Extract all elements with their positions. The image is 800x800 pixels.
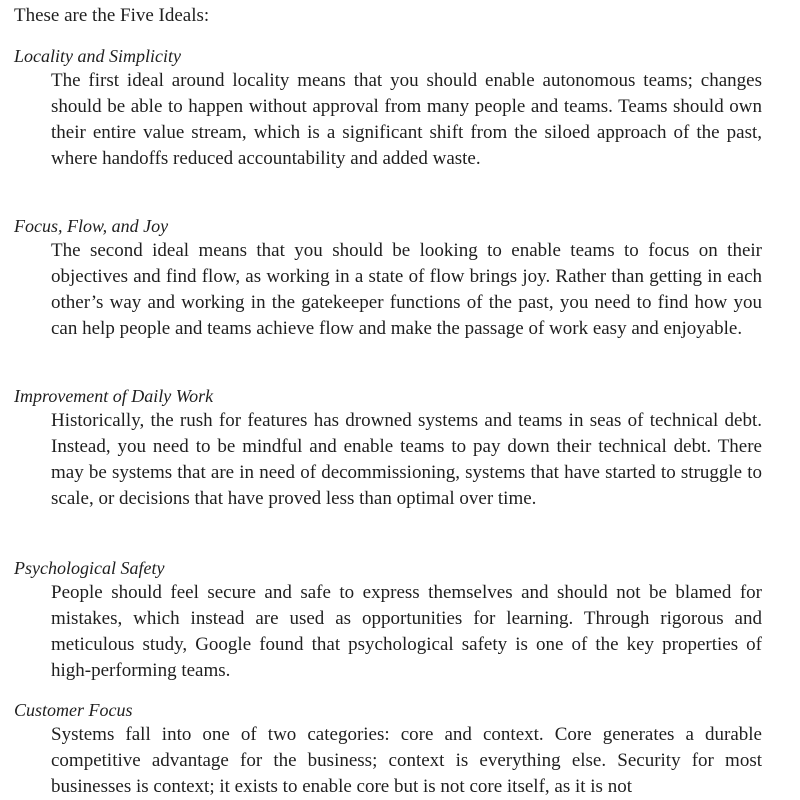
ideal-description: Historically, the rush for features has drowned systems and teams in seas of technical debt. Instead, you need to be mindful and enable teams to pay down their technical debt. There may be systems that are in need of decommissioning, systems that have started to struggle to scale, or decisions that have proved less than optimal over time. — [51, 410, 762, 509]
ideal-description: The second ideal means that you should be looking to enable teams to focus on their objectives and find flow, as working in a state of flow brings joy. Rather than getting in each other’s way and working in the gatekeeper functions of the past, you need to find how you can help people and teams achieve flow and make the passage of work easy and enjoyable. — [51, 240, 762, 339]
ideal-title: Improvement of Daily Work — [14, 386, 214, 406]
ideal-description: The first ideal around locality means that you should enable autonomous teams; changes should be able to happen without approval from many people and teams. Teams should own their entire value stream, which is a significant shift from the siloed approach of the past, where handoffs reduced accountability and added waste. — [51, 70, 762, 169]
ideal-section-customer-focus — [0, 698, 800, 800]
ideal-title: Locality and Simplicity — [14, 46, 181, 66]
ideal-section-focus-flow-joy — [0, 214, 800, 342]
ideal-description: People should feel secure and safe to express themselves and should not be blamed for mistakes, which instead are used as opportunities for learning. Through rigorous and meticulous study, Google found that psychological safety is one of the key properties of high-performing teams. — [51, 582, 762, 681]
ideal-description: Systems fall into one of two categories: core and context. Core generates a durable competitive advantage for the business; context is everything else. Security for most businesses is context; it exists to enable core but is not core itself, as it is not — [51, 724, 762, 797]
ideal-section-psychological-safety — [0, 556, 800, 684]
ideal-title: Customer Focus — [14, 700, 133, 720]
ideal-title: Psychological Safety — [14, 558, 165, 578]
ideal-title: Focus, Flow, and Joy — [14, 216, 169, 236]
intro-text: These are the Five Ideals: — [14, 5, 210, 26]
ideal-section-locality — [0, 44, 800, 172]
ideal-section-daily-work — [0, 384, 800, 512]
